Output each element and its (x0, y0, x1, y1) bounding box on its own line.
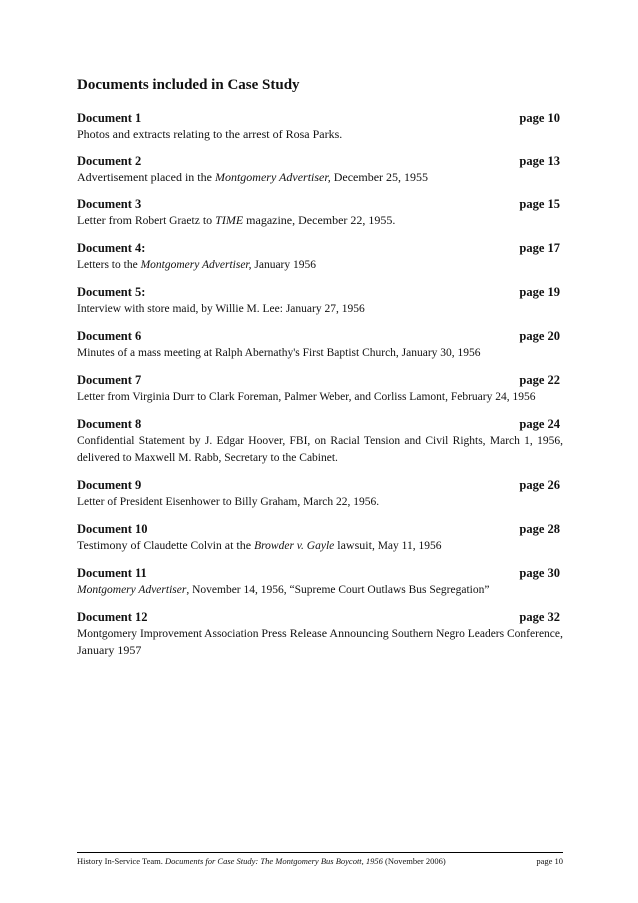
description-segment: Photos and extracts relating to the arrest of Rosa Parks. (77, 127, 343, 141)
entry-heading (77, 565, 563, 581)
document-description (77, 256, 563, 273)
page-reference: page 19 (519, 285, 560, 299)
description-segment: Southern Negro Leaders Conference (388, 628, 561, 640)
description-segment: Montgomery Advertiser, (140, 259, 252, 271)
description-segment: Letters to the (77, 259, 141, 271)
entry-heading (77, 110, 563, 126)
description-segment: , May 11, 1956 (371, 540, 442, 552)
description-segment: Letter from (77, 213, 135, 227)
entry-heading (77, 372, 563, 388)
footer-page-number: page 10 (536, 856, 563, 866)
document-entry (77, 372, 563, 405)
document-description (77, 169, 563, 185)
page-reference: page 10 (519, 111, 560, 125)
document-label: Document 6 (77, 329, 142, 343)
entry-heading (77, 284, 563, 300)
page-reference: page 28 (519, 522, 560, 536)
document-description (77, 432, 563, 466)
entry-heading (77, 328, 563, 344)
document-label: Document 3 (77, 197, 142, 211)
document-entry (77, 609, 563, 658)
description-segment: January 1956 (251, 259, 317, 271)
document-label: Document 12 (77, 610, 148, 624)
document-page (77, 76, 563, 669)
entry-heading (77, 196, 563, 212)
footer-citation (77, 856, 446, 867)
entry-heading (77, 477, 563, 493)
page-reference: page 24 (519, 417, 560, 431)
document-entry (77, 565, 563, 598)
entry-heading (77, 609, 563, 625)
document-label: Document 8 (77, 417, 142, 431)
document-label: Document 9 (77, 478, 142, 492)
document-entry (77, 153, 563, 185)
description-segment: Testimony of (77, 538, 144, 552)
document-label: Document 4: (77, 241, 146, 255)
page-reference: page 26 (519, 478, 560, 492)
description-segment: Advertisement placed in the (77, 170, 215, 184)
entry-heading (77, 240, 563, 256)
description-segment: Minutes of a mass meeting at Ralph Abernathy's First Baptist Church, January 30, 1956 (77, 347, 481, 359)
document-entry (77, 477, 563, 510)
document-description (77, 493, 563, 510)
page-footer (77, 852, 563, 867)
document-label: Document 2 (77, 154, 142, 168)
page-reference: page 20 (519, 329, 560, 343)
page-reference: page 32 (519, 610, 560, 624)
document-label: Document 5: (77, 285, 146, 299)
document-entry (77, 328, 563, 361)
description-segment: magazine, December 22, 1955. (243, 213, 396, 227)
document-description (77, 537, 563, 554)
document-description (77, 581, 563, 598)
description-segment: Claudette Colvin (143, 540, 222, 552)
document-description (77, 344, 563, 361)
entry-heading (77, 153, 563, 169)
footer-title: Documents for Case Study: The Montgomery Bus Boycott, 1956 (165, 856, 383, 866)
document-entry (77, 521, 563, 554)
description-segment: December 25, 1955 (330, 170, 429, 184)
page-reference: page 17 (519, 241, 560, 255)
document-description (77, 300, 563, 317)
description-segment: Robert Graetz (134, 215, 200, 227)
footer-team: History In-Service Team. (77, 856, 166, 866)
page-reference: page 30 (519, 566, 560, 580)
document-entry (77, 196, 563, 229)
document-list (77, 110, 563, 658)
description-segment: Montgomery Advertiser, (214, 170, 331, 184)
description-segment: Confidential Statement by J. Edgar Hoover, FBI, on Racial Tension and Civil Rights, March 1, 1956, delivered to Maxwell M. Rabb, Secretary to the Cabinet. (77, 435, 563, 464)
description-segment: TIME (215, 213, 244, 227)
entry-heading (77, 416, 563, 432)
document-entry (77, 416, 563, 466)
document-description (77, 625, 563, 658)
document-description (77, 126, 563, 142)
description-segment: lawsuit (334, 538, 372, 552)
description-segment: to (199, 213, 216, 227)
description-segment: , January 1957 (77, 626, 564, 657)
description-segment: Press Release Announcing (261, 626, 389, 640)
description-segment: at the (221, 538, 255, 552)
page-reference: page 15 (519, 197, 560, 211)
document-entry (77, 240, 563, 273)
description-segment: , November 14, 1956, “Supreme Court Outlaws Bus Segregation” (186, 584, 490, 596)
document-label: Document 1 (77, 111, 142, 125)
document-label: Document 11 (77, 566, 147, 580)
description-segment: Browder v. Gayle (254, 540, 335, 552)
document-entry (77, 110, 563, 142)
description-segment: Interview with store maid, by Willie M. Lee: January 27, 1956 (77, 303, 365, 315)
document-label: Document 10 (77, 522, 148, 536)
entry-heading (77, 521, 563, 537)
document-entry (77, 284, 563, 317)
description-segment: Letter of President Eisenhower to Billy Graham, March 22, 1956. (77, 496, 380, 508)
footer-date: (November 2006) (382, 856, 446, 866)
page-reference: page 13 (519, 154, 560, 168)
document-label: Document 7 (77, 373, 142, 387)
document-description (77, 388, 563, 405)
description-segment: Montgomery Advertiser (77, 584, 187, 596)
page-reference: page 22 (519, 373, 560, 387)
description-segment: Montgomery Improvement Association (77, 628, 262, 640)
document-description (77, 212, 563, 229)
description-segment: Letter from Virginia Durr to Clark Foreman, Palmer Weber, and Corliss Lamont, February 24, 1956 (77, 391, 536, 403)
page-title: Documents included in Case Study (77, 77, 300, 93)
